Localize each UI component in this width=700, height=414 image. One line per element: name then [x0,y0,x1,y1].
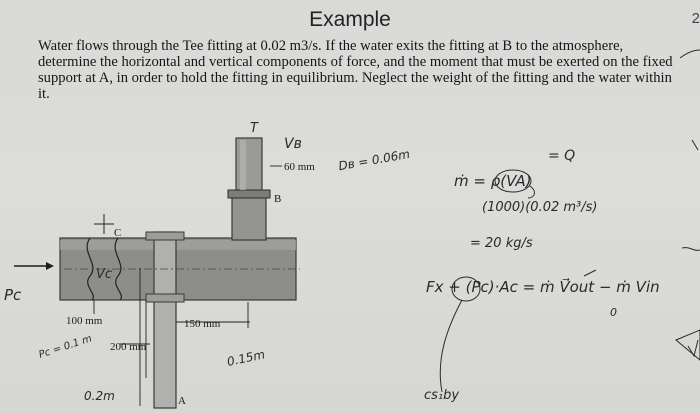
hw-subst: (1000)(0.02 m³/s) [482,200,598,215]
outlet-pipe-b [236,138,262,190]
hw-d02: 0.2m [84,389,115,403]
label-c: C [114,227,122,239]
hw-q: = Q [548,148,576,164]
label-200mm: 200 mm [110,341,147,353]
hw-zero: 0 [610,306,617,319]
hw-result: = 20 kg/s [470,236,533,251]
label-150mm: 150 mm [184,318,221,330]
hw-t-mark: T [250,121,258,136]
hw-momentum: Fx + (Pᴄ)·Ac = ṁ V⃗out − ṁ Vin [426,278,660,296]
hw-pc: Pᴄ [4,286,22,304]
label-a: A [178,395,186,407]
branch-pipe [232,196,266,240]
page-number: 2 [691,10,700,27]
label-100mm: 100 mm [66,315,103,327]
label-b: B [274,193,282,205]
hw-vc: Vᴄ [96,267,113,282]
hw-bottom: cs₁by [424,388,460,403]
support-a [154,232,176,408]
hw-db-page: Dʙ = 0.06m [337,146,411,174]
page-title: Example [309,8,391,31]
outlet-flange [228,190,270,198]
hw-mdot: ṁ = ρ(VA) [454,172,532,190]
hw-d015: 0.15m [225,347,267,369]
tee-fitting-figure [0,118,320,414]
inlet-arrow [14,262,54,270]
hw-vb: Vʙ [284,136,302,152]
problem-statement: Water flows through the Tee fitting at 0.02 m3/s. If the water exits the fitting at B to the atmosphere, determine the horizontal and vertical components of force, and the moment that must be exerted on the fixed support at A, in order to hold the fitting in equilibrium. Neglect the weight of the fitting and the water within it. [38,38,673,102]
label-60mm: 60 mm [284,161,315,173]
hw-pc-value: Pᴄ = 0.1 m [37,333,94,361]
